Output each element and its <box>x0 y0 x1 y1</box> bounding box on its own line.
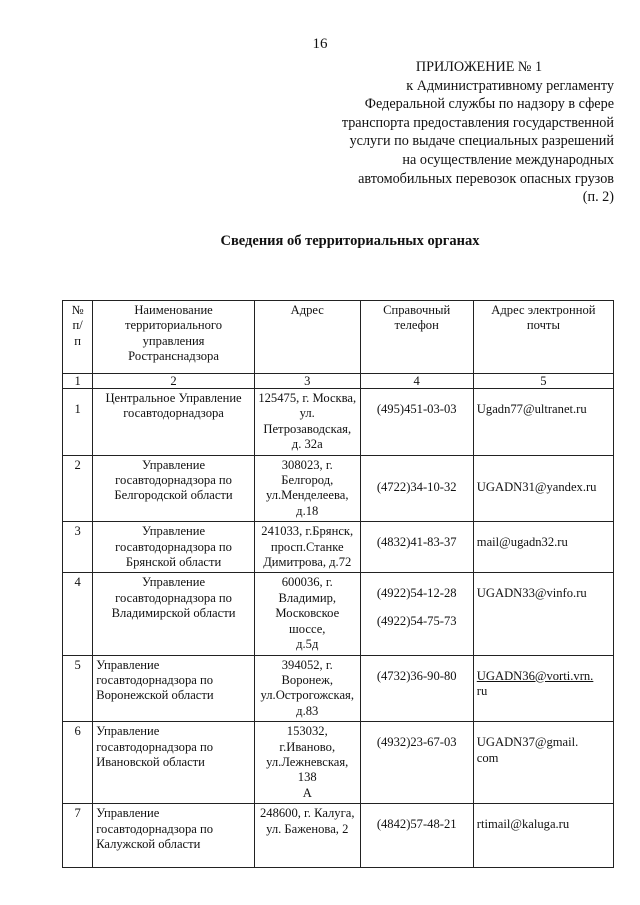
column-number: 4 <box>360 374 473 389</box>
row-address: 308023, г. Белгород, ул.Менделеева, д.18 <box>254 455 360 522</box>
header-address: Адрес <box>254 301 360 374</box>
row-phone: (4722)34-10-32 <box>360 455 473 522</box>
appendix-block <box>254 58 614 207</box>
page-number: 16 <box>312 36 328 52</box>
appendix-line: транспорта предоставления государственной <box>341 114 614 131</box>
row-number: 6 <box>63 722 93 804</box>
row-email: Ugadn77@ultranet.ru <box>473 389 613 456</box>
header-num: № п/ п <box>63 301 93 374</box>
row-phone: (495)451-03-03 <box>360 389 473 456</box>
table-row <box>63 522 614 573</box>
row-phone: (4932)23-67-03 <box>360 722 473 804</box>
row-name: Управление госавтодорнадзора по Белгородской области <box>93 455 255 522</box>
row-number: 1 <box>63 389 93 456</box>
row-address: 600036, г. Владимир, Московское шоссе, д.5д <box>254 573 360 655</box>
appendix-line: услуги по выдаче специальных разрешений <box>349 133 614 150</box>
row-email: mail@ugadn32.ru <box>473 522 613 573</box>
row-phone: (4732)36-90-80 <box>360 655 473 722</box>
row-phone: (4842)57-48-21 <box>360 804 473 868</box>
table-row <box>63 804 614 868</box>
table-row <box>63 389 614 456</box>
appendix-title: ПРИЛОЖЕНИЕ № 1 <box>415 59 543 75</box>
row-email: UGADN37@gmail. com <box>473 722 613 804</box>
row-number: 7 <box>63 804 93 868</box>
row-email: UGADN31@yandex.ru <box>473 455 613 522</box>
row-phone: (4832)41-83-37 <box>360 522 473 573</box>
column-number: 3 <box>254 374 360 389</box>
row-email: UGADN33@vinfo.ru <box>473 573 613 655</box>
row-address: 248600, г. Калуга, ул. Баженова, 2 <box>254 804 360 868</box>
row-name: Управление госавтодорнадзора по Калужской области <box>93 804 255 868</box>
row-name: Управление госавтодорнадзора по Воронежской области <box>93 655 255 722</box>
row-name: Центральное Управление госавтодорнадзора <box>93 389 255 456</box>
row-name: Управление госавтодорнадзора по Владимирской области <box>93 573 255 655</box>
row-number: 5 <box>63 655 93 722</box>
appendix-line: на осуществление международных <box>402 151 614 168</box>
row-address: 125475, г. Москва, ул. Петрозаводская, д. 32а <box>254 389 360 456</box>
header-name: Наименование территориального управления Ространснадзора <box>93 301 255 374</box>
appendix-line: (п. 2) <box>582 189 614 206</box>
table-row <box>63 573 614 655</box>
column-number: 2 <box>93 374 255 389</box>
appendix-line: Федеральной службы по надзору в сфере <box>364 96 614 113</box>
table-row <box>63 722 614 804</box>
row-phone: (4922)54-12-28 (4922)54-75-73 <box>360 573 473 655</box>
table-row <box>63 455 614 522</box>
column-number: 5 <box>473 374 613 389</box>
row-number: 4 <box>63 573 93 655</box>
table-row <box>63 655 614 722</box>
header-phone: Справочный телефон <box>360 301 473 374</box>
section-title: Сведения об территориальных органах <box>220 233 480 249</box>
appendix-line: к Административному регламенту <box>406 77 614 94</box>
row-number: 3 <box>63 522 93 573</box>
row-name: Управление госавтодорнадзора по Брянской области <box>93 522 255 573</box>
row-address: 153032, г.Иваново, ул.Лежневская, 138 А <box>254 722 360 804</box>
territorial-bodies-table <box>62 300 614 868</box>
table-header-row <box>63 301 614 374</box>
appendix-line: автомобильных перевозок опасных грузов <box>358 170 614 187</box>
column-number: 1 <box>63 374 93 389</box>
row-address: 394052, г. Воронеж, ул.Острогожская, д.83 <box>254 655 360 722</box>
header-email: Адрес электронной почты <box>473 301 613 374</box>
row-email: rtimail@kaluga.ru <box>473 804 613 868</box>
row-email: UGADN36@vorti.vrn. ru <box>473 655 613 722</box>
row-name: Управление госавтодорнадзора по Ивановской области <box>93 722 255 804</box>
row-number: 2 <box>63 455 93 522</box>
column-numbers-row <box>63 374 614 389</box>
row-address: 241033, г.Брянск, просп.Станке Димитрова, д.72 <box>254 522 360 573</box>
